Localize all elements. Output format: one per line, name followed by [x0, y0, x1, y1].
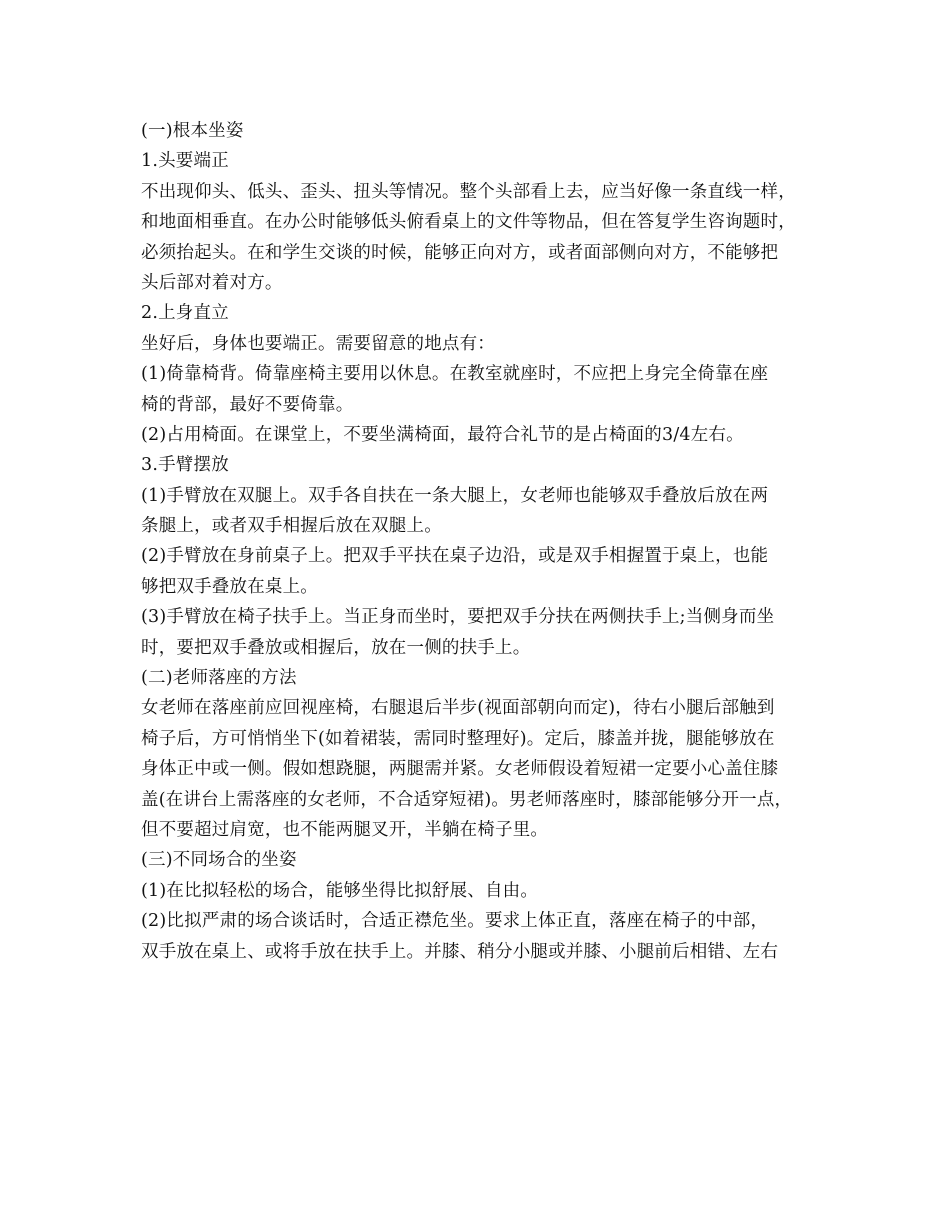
paragraph-line: 盖(在讲台上需落座的女老师，不合适穿短裙)。男老师落座时，膝部能够分开一点， — [141, 789, 793, 810]
document-body — [141, 116, 811, 967]
paragraph-line: 身体正中或一侧。假如想跷腿，两腿需并紧。女老师假设着短裙一定要小心盖住膝 — [141, 759, 779, 780]
paragraph-line: 和地面相垂直。在办公时能够低头俯看桌上的文件等物品，但在答复学生咨询题时， — [141, 212, 796, 233]
list-item-line: 时，要把双手叠放或相握后，放在一侧的扶手上。 — [141, 637, 531, 658]
list-item-line: (2)占用椅面。在课堂上，不要坐满椅面，最符合礼节的是占椅面的3/4左右。 — [141, 424, 744, 445]
list-item-line: (3)手臂放在椅子扶手上。当正身而坐时，要把双手分扶在两侧扶手上;当侧身而坐 — [141, 607, 775, 628]
list-item-line: (1)在比拟轻松的场合，能够坐得比拟舒展、自由。 — [141, 880, 539, 901]
list-item-line: (1)倚靠椅背。倚靠座椅主要用以休息。在教室就座时，不应把上身完全倚靠在座 — [141, 364, 769, 385]
section-heading-basic-sitting: (一)根本坐姿 — [141, 121, 244, 141]
list-item-line: (1)手臂放在双腿上。双手各自扶在一条大腿上，女老师也能够双手叠放后放在两 — [141, 485, 769, 506]
list-item-line: (2)手臂放在身前桌子上。把双手平扶在桌子边沿，或是双手相握置于桌上，也能 — [141, 546, 769, 567]
list-item-line: 够把双手叠放在桌上。 — [141, 576, 318, 597]
paragraph-line: 必须抬起头。在和学生交谈的时候，能够正向对方，或者面部侧向对方，不能够把 — [141, 242, 779, 263]
list-item-line: 双手放在桌上、或将手放在扶手上。并膝、稍分小腿或并膝、小腿前后相错、左右 — [141, 941, 779, 962]
subheading-upper-body: 2.上身直立 — [141, 303, 229, 324]
paragraph-line: 但不要超过肩宽，也不能两腿叉开，半躺在椅子里。 — [141, 819, 549, 840]
subheading-head-upright: 1.头要端正 — [141, 151, 229, 172]
paragraph-line: 头后部对着对方。 — [141, 272, 283, 293]
paragraph-line: 女老师在落座前应回视座椅，右腿退后半步(视面部朝向而定)，待右小腿后部触到 — [141, 698, 775, 719]
section-heading-occasions: (三)不同场合的坐姿 — [141, 850, 297, 871]
list-item-line: 椅的背部，最好不要倚靠。 — [141, 394, 354, 415]
paragraph-line: 不出现仰头、低头、歪头、扭头等情况。整个头部看上去，应当好像一条直线一样， — [141, 181, 796, 202]
list-item-line: 条腿上，或者双手相握后放在双腿上。 — [141, 516, 442, 537]
paragraph-line: 坐好后，身体也要端正。需要留意的地点有： — [141, 333, 495, 354]
paragraph-line: 椅子后，方可悄悄坐下(如着裙装，需同时整理好)。定后，膝盖并拢，腿能够放在 — [141, 728, 775, 749]
subheading-arm-placement: 3.手臂摆放 — [141, 455, 229, 476]
list-item-line: (2)比拟严肃的场合谈话时，合适正襟危坐。要求上体正直，落座在椅子的中部， — [141, 911, 769, 932]
section-heading-teacher-seating: (二)老师落座的方法 — [141, 668, 297, 689]
